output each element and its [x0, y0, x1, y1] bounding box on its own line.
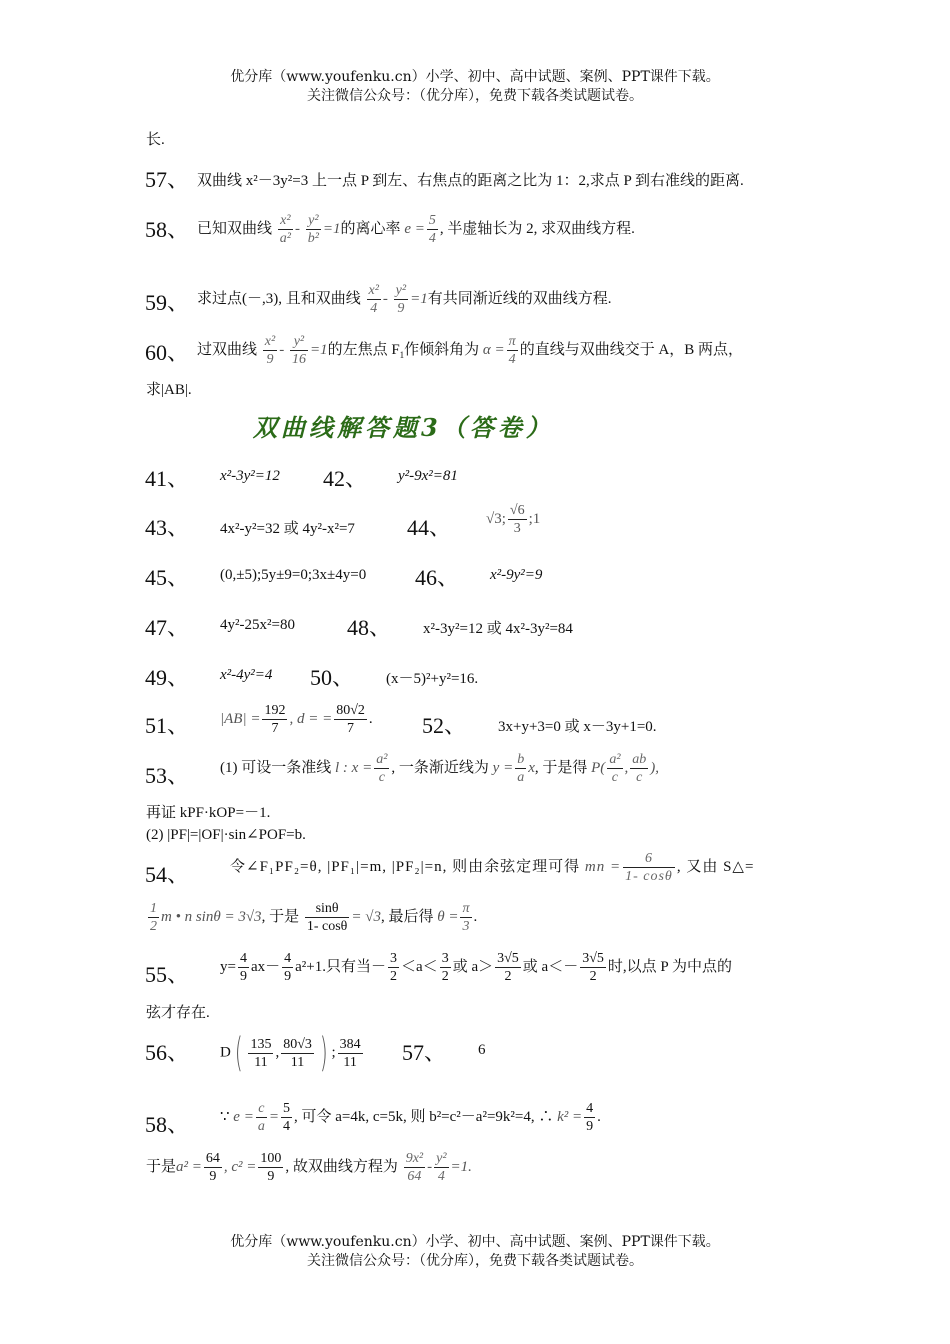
q60-body: 过双曲线 $\frac{\text{x²}}{9}$ - $\frac{\text{y²}}{16}$ =1的左焦点 $F_1$作倾斜角为 α = $\frac{\pi}{4}$ 的直线与双曲线交于 A，B 两点， [197, 334, 744, 367]
a42-number: 42、 [323, 466, 368, 491]
footer-line-2: 关注微信公众号：（优分库），免费下载各类试题试卷。 [307, 1253, 643, 1269]
fraction: $\frac{192}{7}$ [264, 703, 286, 736]
a44-body [486, 502, 540, 537]
fraction: $\frac{ab}{c}$ [632, 752, 647, 785]
fraction: $\frac{\text{y²}}{4}$ [436, 1151, 447, 1184]
q57-number: 57、 [145, 167, 190, 192]
a55-body [220, 950, 732, 985]
fraction: $\frac{\text{a²}}{c}$ [376, 752, 388, 785]
a54-body-2: $\frac{1}{2}$ m • n sinθ = 3√3, 于是 $\frac{\sin\theta}{1- \cos\theta}$ = √3, 最后得 θ = $\frac{\pi}{3}$ . [150, 901, 478, 934]
fraction: $\frac{4}{9}$ [239, 951, 247, 984]
fraction: $\frac{384}{11}$ [339, 1036, 361, 1070]
fraction: $\frac{\text{y²}}{16}$ [291, 334, 306, 367]
a41-number: 41、 [145, 466, 190, 491]
a53-text-e: (2) |PF|=|OF|·sin∠POF=b. [146, 827, 306, 843]
a43-number: 43、 [145, 515, 190, 540]
a55-text-d: ＜a＜ [401, 958, 438, 975]
a54-text-b: , 又由 S△= [676, 858, 755, 875]
q58-number: 58、 [145, 217, 190, 242]
a47-number: 47、 [145, 615, 190, 640]
a56-text: D [220, 1044, 231, 1061]
fraction: $\frac{80√3}{11}$ [283, 1036, 312, 1070]
fraction: $\frac{\text{x²}}{9}$ [264, 334, 276, 367]
q60-text-b: 的左焦点 F [327, 341, 400, 358]
fraction: $\frac{√6}{3}$ [509, 503, 525, 536]
a54-number: 54、 [145, 862, 190, 887]
q57-text: 双曲线 x²－3y²=3 上一点 P 到左、右焦点的距离之比为 1：2,求点 P 到右准线的距离. [197, 173, 744, 189]
a51-body: |AB| = $\frac{192}{7}$ , d = = $\frac{80√2}{7}$ . [220, 703, 373, 736]
a54-text-a: 令∠F₁PF₂=θ, |PF₁|=m, |PF₂|=n, 则由余弦定理可得 [230, 858, 581, 875]
a55-text-b: ax－ [250, 958, 281, 975]
a55-number: 55、 [145, 962, 190, 987]
fraction: $\frac{3}{2}$ [441, 951, 449, 984]
fraction: $\frac{4}{9}$ [586, 1101, 594, 1134]
q59-text-b: 有共同渐近线的双曲线方程. [427, 290, 612, 307]
a46-number: 46、 [415, 565, 460, 590]
a57-text: 6 [478, 1042, 486, 1058]
a55-text-g: 时,以点 P 为中点的 [607, 958, 732, 975]
a48-number: 48、 [347, 615, 392, 640]
a54-text-d: , 最后得 [380, 908, 434, 925]
a53-body: (1) 可设一条准线 l : x = $\frac{\text{a²}}{c}$ , 一条渐近线为 y = $\frac{b}{a}$ x, 于是得 P( $\frac{\text{a²}}{c}$ , $\frac{ab}{c}$ ), [220, 752, 660, 785]
a54-body-1: 令∠F₁PF₂=θ, |PF₁|=m, |PF₂|=n, 则由余弦定理可得 mn = $\frac{6}{1- \cos\theta}$ , 又由 S△= [230, 851, 755, 884]
a55-text-e: 或 a＞ [452, 958, 494, 975]
fraction: $\frac{\text{9x²}}{64}$ [405, 1151, 424, 1184]
q60-text-d: 的直线与双曲线交于 A，B 两点， [519, 341, 744, 358]
a45-text: (0,±5);5y±9=0;3x±4y=0 [220, 567, 367, 583]
q58-text-a: 已知双曲线 [197, 220, 273, 237]
a53-text-d: 再证 kPF·kOP=－1. [146, 805, 271, 821]
a52-text: 3x+y+3=0 或 x－3y+1=0. [498, 719, 657, 735]
fraction: $\frac{c}{a}$ [257, 1101, 265, 1134]
q59-body: 求过点(－,3), 且和双曲线 $\frac{\text{x²}}{4}$ - $\frac{\text{y²}}{9}$ =1有共同渐近线的双曲线方程. [197, 283, 612, 316]
a58-text-d: , 故双曲线方程为 [285, 1158, 398, 1175]
a53-text-c: , 于是得 [534, 759, 588, 776]
fraction: $\frac{\pi}{4}$ [508, 334, 516, 367]
a58-body-2: 于是a² = $\frac{64}{9}$ , c² = $\frac{100}{9}$ , 故双曲线方程为 $\frac{\text{9x²}}{64}$ - $\frac{\text{y²}}{4}$ =1. [146, 1151, 472, 1184]
a46-text: x²-9y²=9 [490, 567, 543, 583]
fraction: $\frac{b}{a}$ [517, 752, 525, 785]
a58-body: ∵ e = $\frac{c}{a}$ = $\frac{5}{4}$ , 可令 a=4k, c=5k, 则 b²=c²－a²=9k²=4, ∴ k² = $\frac{4}{9}$ . [220, 1101, 601, 1134]
a58-text-a: ∵ [220, 1108, 230, 1125]
a47-text: 4y²-25x²=80 [220, 617, 295, 633]
a56-body: D( $\frac{135}{11}$ , $\frac{80√3}{11}$ ) ; $\frac{384}{11}$ [220, 1030, 361, 1076]
fraction: $\frac{4}{9}$ [284, 951, 292, 984]
q60-text-a: 过双曲线 [197, 341, 258, 358]
a51-number: 51、 [145, 713, 190, 738]
a43-text: 4x²-y²=32 或 4y²-x²=7 [220, 521, 355, 537]
fraction: $\frac{64}{9}$ [205, 1151, 220, 1184]
fraction: $\frac{1}{2}$ [150, 901, 157, 934]
q60-text-c: 作倾斜角为 [404, 341, 480, 358]
fraction: $\frac{80√2}{7}$ [336, 703, 365, 736]
section-title: 双曲线解答题3（答卷） [253, 413, 554, 442]
fraction: $\frac{\text{x²}}{\text{a²}}$ [279, 213, 291, 246]
a55-text-f: 或 a＜－ [522, 958, 579, 975]
a58-number: 58、 [145, 1112, 190, 1137]
fraction: $\frac{6}{1- \cos\theta}$ [625, 851, 673, 884]
fraction: $\frac{\text{x²}}{4}$ [368, 283, 379, 316]
fraction: $\frac{\sin\theta}{1- \cos\theta}$ [306, 901, 348, 934]
a48-text: x²-3y²=12 或 4x²-3y²=84 [423, 621, 573, 637]
a54-text-c: , 于是 [261, 908, 300, 925]
a42-text: y²-9x²=81 [398, 468, 458, 484]
a52-number: 52、 [422, 713, 467, 738]
a53-text-b: , 一条渐近线为 [391, 759, 489, 776]
a57-number: 57、 [402, 1040, 447, 1065]
fraction: $\frac{100}{9}$ [260, 1151, 282, 1184]
q58-text-c: , 半虚轴长为 2, 求双曲线方程. [439, 220, 635, 237]
a55-text-h: 弦才存在. [146, 1005, 210, 1021]
footer-line-1: 优分库（www.youfenku.cn）小学、初中、高中试题、案例、PPT课件下载。 [230, 1234, 720, 1250]
a50-text: (x－5)²+y²=16. [386, 671, 479, 687]
fraction: $\frac{\text{a²}}{c}$ [609, 752, 621, 785]
header-line-1: 优分库（www.youfenku.cn）小学、初中、高中试题、案例、PPT课件下载。 [230, 69, 720, 85]
q60-number: 60、 [145, 340, 190, 365]
q58-text-b: 的离心率 [340, 220, 401, 237]
fraction: $\frac{3√5}{2}$ [497, 951, 519, 984]
a53-number: 53、 [145, 763, 190, 788]
a50-number: 50、 [310, 665, 355, 690]
fraction: $\frac{\text{y²}}{9}$ [395, 283, 407, 316]
a55-text-a: y= [220, 958, 236, 975]
a55-text-c: a²+1.只有当－ [295, 958, 387, 975]
fraction: $\frac{\pi}{3}$ [462, 901, 470, 934]
a51-text-b: , d = [289, 710, 319, 727]
a44-text-a: √3; [486, 510, 506, 527]
q60-text-e: 求|AB|. [146, 382, 192, 398]
a44-number: 44、 [407, 515, 452, 540]
a49-number: 49、 [145, 665, 190, 690]
fraction: $\frac{\text{y²}}{\text{b²}}$ [307, 213, 319, 246]
a56-number: 56、 [145, 1040, 190, 1065]
a44-text-b: ;1 [528, 510, 541, 527]
q59-number: 59、 [145, 290, 190, 315]
a53-text-a: (1) 可设一条准线 [220, 759, 332, 776]
fraction: $\frac{135}{11}$ [250, 1036, 272, 1070]
q58-body: 已知双曲线 $\frac{\text{x²}}{\text{a²}}$ - $\frac{\text{y²}}{\text{b²}}$ =1的离心率 e = $\frac{5}{4}$ , 半虚轴长为 2, 求双曲线方程. [197, 213, 635, 246]
q59-text-a: 求过点(－,3), 且和双曲线 [197, 290, 361, 307]
a41-text: x²-3y²=12 [220, 468, 280, 484]
fraction: $\frac{3√5}{2}$ [582, 951, 604, 984]
fraction: $\frac{3}{2}$ [390, 951, 398, 984]
fraction: $\frac{5}{4}$ [282, 1101, 290, 1134]
fraction: $\frac{5}{4}$ [428, 213, 436, 246]
header-line-2: 关注微信公众号：（优分库），免费下载各类试题试卷。 [307, 88, 643, 104]
continued-text: 长. [146, 132, 165, 148]
a49-text: x²-4y²=4 [220, 667, 273, 683]
a45-number: 45、 [145, 565, 190, 590]
a58-text-b: , 可令 a=4k, c=5k, 则 b²=c²－a²=9k²=4, ∴ [293, 1108, 554, 1125]
a51-text-a: |AB| = [220, 710, 261, 727]
